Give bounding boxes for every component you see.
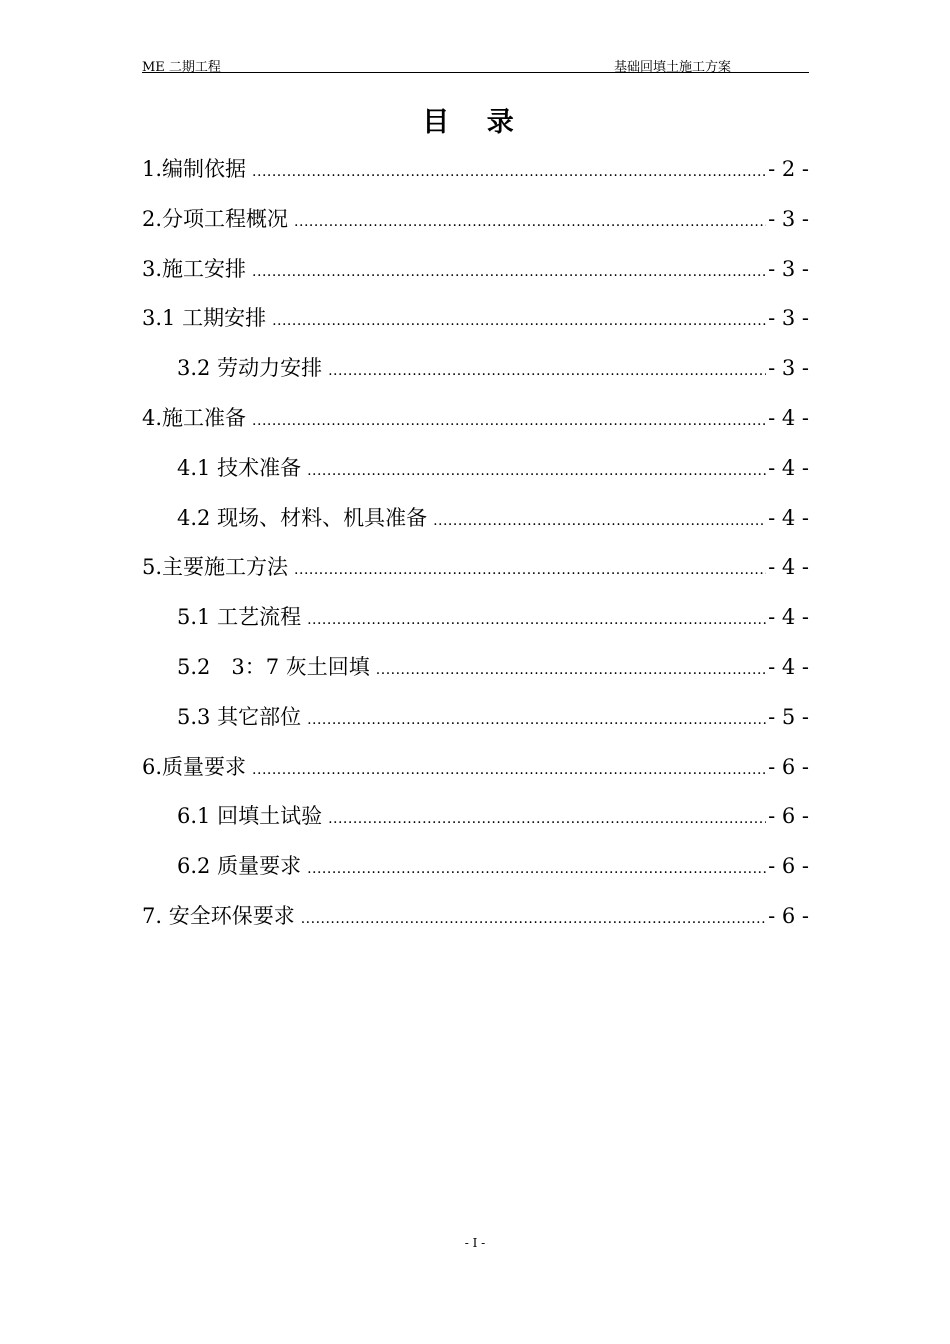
toc-entry-label: 5.主要施工方法 (142, 555, 289, 580)
toc-dot-leader (328, 811, 766, 827)
toc-entry[interactable] (142, 402, 809, 452)
toc-entry-page-number: - 2 - (768, 157, 809, 181)
toc-entry-page-number: - 6 - (768, 804, 809, 829)
toc-entry-label: 6.2 质量要求 (177, 854, 302, 879)
toc-entry-label: 4.1 技术准备 (177, 455, 302, 480)
toc-entry[interactable] (142, 651, 809, 701)
toc-entry[interactable] (142, 900, 809, 950)
toc-entry-page-number: - 4 - (768, 605, 809, 630)
toc-entry[interactable] (142, 800, 809, 850)
toc-dot-leader (307, 612, 766, 628)
toc-entry-label: 5.1 工艺流程 (177, 605, 302, 630)
toc-entry-page-number: - 3 - (768, 256, 809, 281)
toc-entry-label: 4.2 现场、材料、机具准备 (177, 505, 428, 530)
toc-entry[interactable] (142, 203, 809, 253)
table-of-contents (142, 153, 809, 950)
toc-entry[interactable] (142, 701, 809, 751)
toc-entry[interactable] (142, 302, 809, 352)
toc-dot-leader (252, 264, 766, 280)
toc-entry-label: 1.编制依据 (142, 157, 247, 181)
toc-entry[interactable] (142, 601, 809, 651)
toc-dot-leader (307, 463, 766, 479)
toc-dot-leader (433, 513, 766, 529)
toc-entry-page-number: - 3 - (768, 306, 809, 331)
header-document-title: 基础回填土施工方案 (614, 60, 732, 75)
toc-entry-page-number: - 4 - (768, 455, 809, 480)
toc-entry[interactable] (142, 352, 809, 402)
toc-entry-page-number: - 6 - (768, 854, 809, 879)
toc-entry-page-number: - 4 - (768, 654, 809, 679)
toc-entry-label: 2.分项工程概况 (142, 206, 289, 231)
toc-entry[interactable] (142, 452, 809, 502)
toc-entry-page-number: - 4 - (768, 505, 809, 530)
toc-entry[interactable] (142, 502, 809, 552)
footer-page-number: - I - (464, 1236, 486, 1250)
toc-dot-leader (294, 562, 766, 578)
toc-dot-leader (252, 164, 766, 180)
header-project-name: ME 二期工程 (142, 60, 221, 75)
toc-dot-leader (252, 413, 766, 429)
toc-dot-leader (328, 363, 766, 379)
toc-entry-page-number: - 3 - (768, 206, 809, 231)
toc-entry-page-number: - 6 - (768, 754, 809, 779)
toc-entry-label: 5.3 其它部位 (177, 704, 302, 729)
toc-dot-leader (307, 712, 766, 728)
page-header (142, 56, 809, 73)
toc-entry[interactable] (142, 751, 809, 801)
toc-entry-page-number: - 6 - (768, 903, 809, 928)
toc-entry[interactable] (142, 850, 809, 900)
toc-entry-label: 3.2 劳动力安排 (177, 356, 323, 381)
toc-dot-leader (294, 214, 766, 230)
toc-dot-leader (307, 861, 766, 877)
toc-entry[interactable] (142, 551, 809, 601)
toc-entry[interactable] (142, 253, 809, 303)
page-footer (0, 1236, 950, 1250)
header-divider (142, 72, 809, 73)
toc-entry-page-number: - 3 - (768, 356, 809, 381)
toc-entry[interactable] (142, 153, 809, 203)
toc-dot-leader (252, 762, 766, 778)
toc-entry-label: 5.2 3：7 灰土回填 (177, 654, 370, 679)
toc-entry-label: 7. 安全环保要求 (142, 903, 295, 928)
toc-entry-page-number: - 4 - (768, 555, 809, 580)
toc-entry-label: 6.1 回填土试验 (177, 804, 323, 829)
toc-entry-label: 3.施工安排 (142, 256, 247, 281)
toc-title: 目 录 (422, 107, 528, 138)
toc-dot-leader (272, 313, 766, 329)
toc-entry-page-number: - 4 - (768, 405, 809, 430)
toc-entry-label: 3.1 工期安排 (142, 306, 267, 331)
toc-entry-page-number: - 5 - (768, 704, 809, 729)
toc-entry-label: 6.质量要求 (142, 754, 247, 779)
toc-dot-leader (376, 662, 766, 678)
toc-entry-label: 4.施工准备 (142, 405, 247, 430)
toc-dot-leader (301, 911, 766, 927)
